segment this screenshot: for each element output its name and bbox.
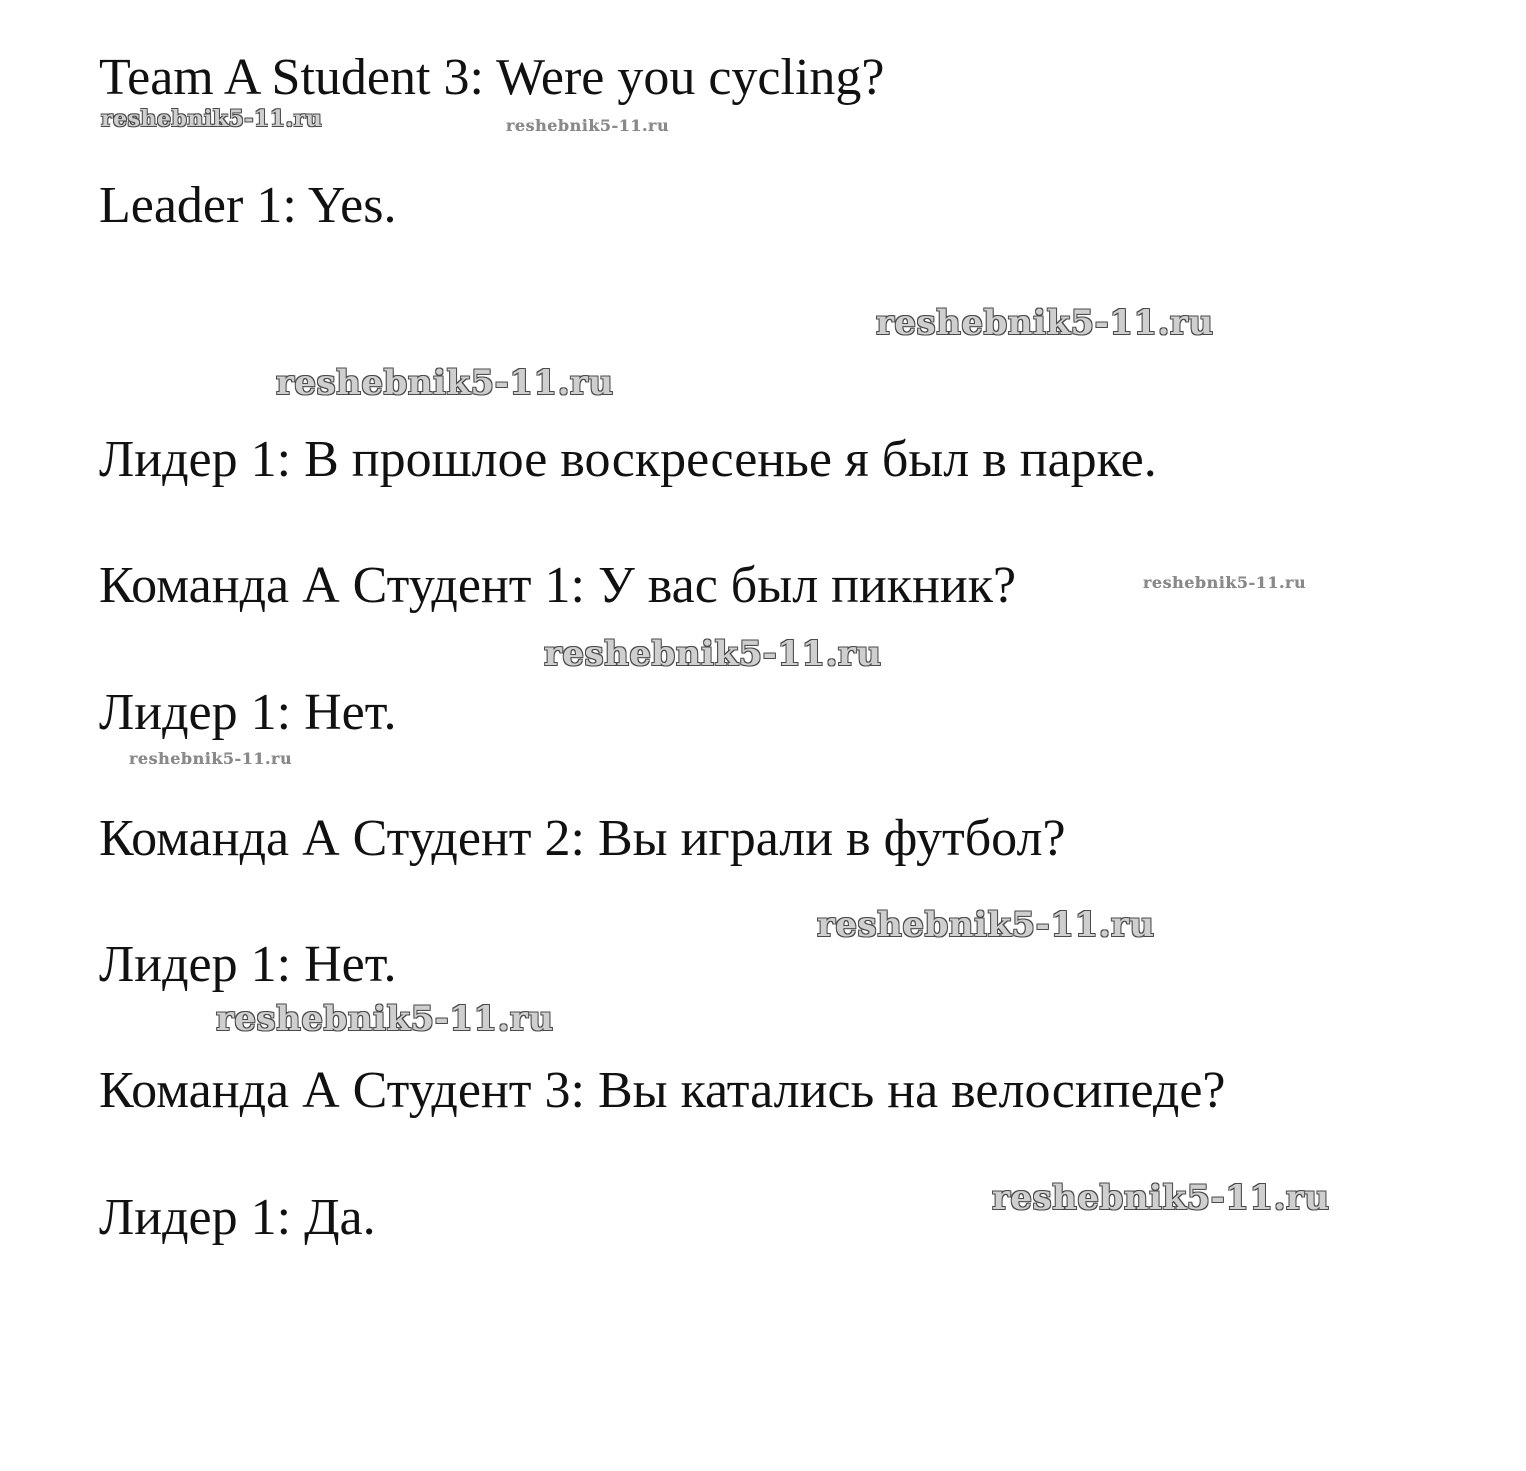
dialogue-line-ru-leader-no-1: Лидер 1: Нет. (99, 684, 397, 741)
watermark: reshebnik5-11.ru (101, 106, 323, 132)
dialogue-line-ru-leader-yes: Лидер 1: Да. (99, 1189, 376, 1246)
dialogue-line-en-student-3: Team A Student 3: Were you cycling? (99, 49, 885, 106)
dialogue-line-ru-student-2: Команда А Студент 2: Вы играли в футбол? (99, 810, 1066, 867)
watermark: reshebnik5-11.ru (876, 303, 1214, 343)
watermark: reshebnik5-11.ru (817, 905, 1155, 945)
watermark: reshebnik5-11.ru (992, 1178, 1330, 1218)
watermark: reshebnik5-11.ru (544, 634, 882, 674)
watermark: reshebnik5-11.ru (1143, 573, 1307, 592)
dialogue-line-ru-leader-no-2: Лидер 1: Нет. (99, 936, 397, 993)
dialogue-line-en-leader: Leader 1: Yes. (99, 177, 397, 234)
watermark: reshebnik5-11.ru (276, 363, 614, 403)
dialogue-line-ru-student-1: Команда А Студент 1: У вас был пикник? (99, 557, 1017, 614)
watermark: reshebnik5-11.ru (506, 116, 670, 135)
watermark: reshebnik5-11.ru (129, 749, 293, 768)
watermark: reshebnik5-11.ru (216, 999, 554, 1039)
dialogue-line-ru-student-3: Команда А Студент 3: Вы катались на велосипеде? (99, 1062, 1226, 1119)
dialogue-line-ru-leader-park: Лидер 1: В прошлое воскресенье я был в парке. (99, 431, 1157, 488)
